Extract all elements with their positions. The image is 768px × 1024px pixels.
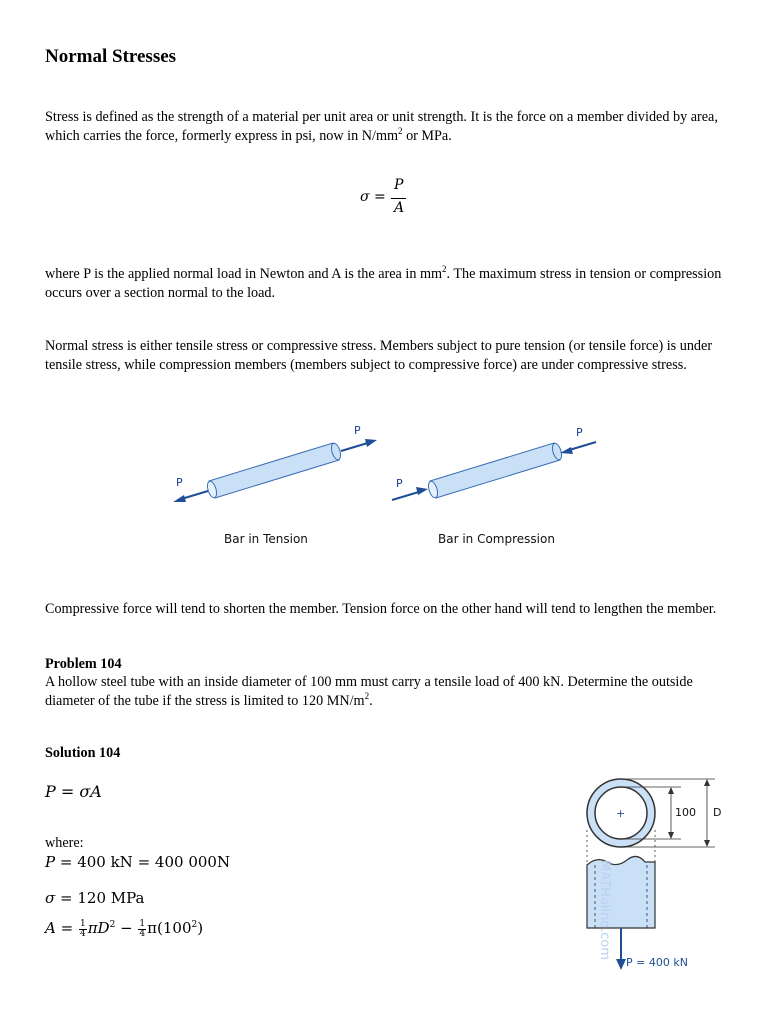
formula-numerator: P — [394, 177, 404, 193]
tension-arrowhead-left — [173, 495, 186, 502]
where-paragraph — [45, 265, 723, 302]
where-text-end: . The maximum stress in tension or compression occurs over a section normal to the load. — [45, 266, 722, 301]
solution-heading: Solution 104 — [45, 745, 121, 761]
equation-p-sigma-a — [45, 782, 102, 801]
eq4-term2-close: ) — [197, 919, 204, 937]
tension-force-label-left: P — [176, 476, 183, 489]
problem-text-end: . — [369, 692, 373, 709]
eq4-frac1-den: 4 — [79, 928, 86, 939]
intro-paragraph — [45, 108, 723, 145]
eq3-rhs: = 120 MPa — [55, 889, 145, 907]
where-text: where P is the applied normal load in Newton and A is the area in mm — [45, 266, 443, 282]
dim-arrowhead-outer-top — [704, 779, 710, 786]
eq4-term2-sup: 2 — [191, 920, 198, 930]
formula-fraction-bar — [391, 198, 406, 199]
equation-p-value — [45, 853, 230, 871]
tension-force-label-right: P — [354, 424, 361, 437]
tension-bar — [173, 439, 377, 502]
formula-equals: = — [374, 189, 386, 205]
compression-caption: Bar in Compression — [438, 532, 555, 546]
intro-text: Stress is defined as the strength of a material per unit area or unit strength. It is the force on a member divided by area, which carries the force, formerly express in psi, now in N/mm — [45, 109, 718, 144]
eq1-rhs: σA — [79, 782, 102, 801]
where-label: where: — [45, 835, 84, 851]
dim-arrowhead-outer-bottom — [704, 840, 710, 847]
compression-bar — [392, 442, 596, 500]
problem-heading: Problem 104 — [45, 656, 122, 672]
eq4-equals: = — [55, 919, 78, 937]
compression-bar-body — [430, 443, 560, 498]
equation-sigma-value — [45, 889, 144, 907]
dim-arrowhead-inner-top — [668, 787, 674, 794]
eq4-term1-sup: 2 — [109, 920, 116, 930]
eq4-fraction-2 — [138, 920, 146, 939]
problem-superscript: 2 — [364, 690, 370, 701]
outer-diameter-label: D — [713, 806, 722, 819]
formula-denominator: A — [394, 200, 405, 216]
bars-figure — [160, 420, 620, 520]
normal-stress-paragraph: Normal stress is either tensile stress or compressive stress. Members subject to pure tension (or tensile force) is under tensile stress, while compression members (members subject to compressive force) are under compressive stress. — [45, 338, 713, 373]
eq4-minus: − — [115, 919, 138, 937]
intro-text-end: or MPa. — [402, 127, 452, 144]
compression-arrowhead-right — [560, 447, 573, 454]
eq4-lhs: A — [45, 919, 56, 937]
eq1-equals: = — [55, 782, 80, 801]
eq4-term2: π(100 — [147, 919, 192, 937]
compressive-paragraph: Compressive force will tend to shorten the member. Tension force on the other hand will tend to lengthen the member. — [45, 601, 717, 617]
compression-arrowhead-left — [416, 487, 428, 495]
problem-text: A hollow steel tube with an inside diameter of 100 mm must carry a tensile load of 400 kN. Determine the outside diameter of the tube if the stress is limited to 120 MN/m — [45, 674, 693, 709]
tension-arrowhead-right — [365, 439, 377, 447]
inner-diameter-label: 100 — [675, 806, 696, 819]
eq1-lhs: P — [45, 782, 56, 801]
intro-superscript: 2 — [398, 125, 403, 136]
eq4-term1: πD — [87, 919, 110, 937]
load-arrowhead — [616, 959, 626, 970]
eq2-lhs: P — [45, 853, 56, 871]
equation-area — [45, 919, 203, 939]
where-superscript: 2 — [442, 264, 447, 274]
eq4-frac2-den: 4 — [139, 928, 146, 939]
stress-formula — [358, 177, 418, 219]
compression-force-label-left: P — [396, 477, 403, 490]
tension-caption: Bar in Tension — [224, 532, 308, 546]
tube-center-mark: + — [616, 807, 626, 820]
compression-force-label-right: P — [576, 426, 583, 439]
formula-sigma: σ — [360, 189, 370, 205]
eq4-fraction-1 — [79, 920, 87, 939]
problem-paragraph — [45, 673, 723, 710]
tension-bar-body — [209, 443, 339, 498]
eq4-frac1-num: 1 — [79, 918, 86, 929]
eq3-lhs: σ — [45, 889, 56, 907]
dim-arrowhead-inner-bottom — [668, 832, 674, 839]
page-title: Normal Stresses — [45, 46, 177, 67]
watermark: MATHalino.com — [597, 860, 612, 960]
eq2-rhs: = 400 kN = 400 000N — [55, 853, 231, 871]
eq4-frac2-num: 1 — [139, 918, 146, 929]
load-label: P = 400 kN — [626, 956, 688, 969]
